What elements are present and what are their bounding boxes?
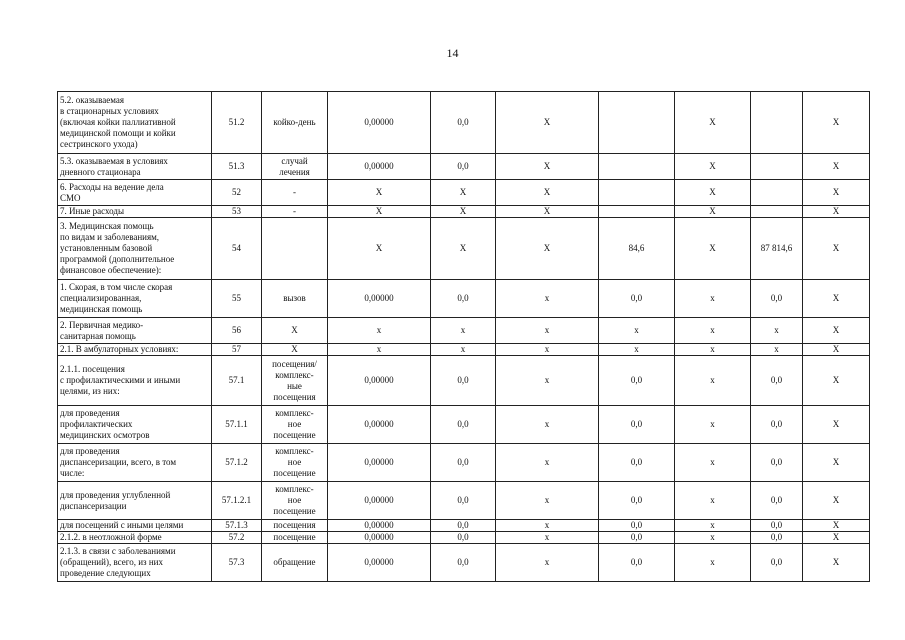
cell-col4: 0,00000 [328,154,431,180]
cell-col7: 84,6 [599,218,675,280]
cell-col8: X [675,180,751,206]
cell-col7: 0,0 [599,356,675,406]
row-name: 2. Первичная медико- санитарная помощь [58,318,212,344]
cell-col4: 0,00000 [328,482,431,520]
cell-col9: 0,0 [751,356,803,406]
row-name: 2.1.1. посещения с профилактическими и иными целями, из них: [58,356,212,406]
cell-col5: 0,0 [431,280,496,318]
cell-col9: 0,0 [751,406,803,444]
cell-col6: x [496,520,599,532]
cell-col5: X [431,180,496,206]
cell-col4: 0,00000 [328,520,431,532]
cell-col8: x [675,356,751,406]
cell-col4: X [328,206,431,218]
table-row [58,544,870,582]
cell-col5: 0,0 [431,544,496,582]
cell-col6: X [496,206,599,218]
table-row [58,356,870,406]
cell-col9: x [751,318,803,344]
cell-col6: x [496,482,599,520]
cell-col6: x [496,344,599,356]
cell-col9: 0,0 [751,482,803,520]
cell-col7: x [599,344,675,356]
cell-col5: 0,0 [431,532,496,544]
cell-col5: 0,0 [431,482,496,520]
row-unit: - [262,180,328,206]
cell-col10: X [803,356,870,406]
row-unit: комплекс- ное посещение [262,406,328,444]
cell-col8: x [675,444,751,482]
cell-col8: x [675,544,751,582]
cell-col10: X [803,318,870,344]
cell-col9: 0,0 [751,544,803,582]
cell-col8: x [675,280,751,318]
cell-col7: 0,0 [599,444,675,482]
row-name: для проведения диспансеризации, всего, в том числе: [58,444,212,482]
cell-col10: X [803,544,870,582]
row-name: 2.1. В амбулаторных условиях: [58,344,212,356]
cell-col10: X [803,344,870,356]
cell-col6: x [496,356,599,406]
cell-col4: 0,00000 [328,280,431,318]
cell-col6: X [496,154,599,180]
cell-col4: X [328,218,431,280]
cell-col10: X [803,180,870,206]
cell-col7: 0,0 [599,532,675,544]
table-row [58,218,870,280]
row-code: 52 [212,180,262,206]
cell-col8: X [675,218,751,280]
row-code: 57.1.2.1 [212,482,262,520]
cell-col4: 0,00000 [328,356,431,406]
cell-col9: 0,0 [751,444,803,482]
table-row [58,280,870,318]
cell-col7 [599,206,675,218]
cell-col10: X [803,444,870,482]
cell-col6: X [496,218,599,280]
cell-col9 [751,154,803,180]
row-unit: койко-день [262,92,328,154]
cell-col9: x [751,344,803,356]
cell-col9: 0,0 [751,520,803,532]
row-code: 57.2 [212,532,262,544]
cell-col5: 0,0 [431,406,496,444]
table-row [58,520,870,532]
cell-col6: x [496,406,599,444]
row-unit: - [262,206,328,218]
cell-col9 [751,92,803,154]
cell-col7: 0,0 [599,280,675,318]
cell-col5: 0,0 [431,444,496,482]
cell-col7: 0,0 [599,520,675,532]
cell-col7 [599,154,675,180]
cell-col7: x [599,318,675,344]
cell-col10: X [803,154,870,180]
table-row [58,206,870,218]
row-name: 2.1.3. в связи с заболеваниями (обращений), всего, из них проведение следующих [58,544,212,582]
data-table [57,91,870,582]
cell-col5: 0,0 [431,520,496,532]
cell-col8: x [675,482,751,520]
row-unit: X [262,344,328,356]
cell-col4: X [328,180,431,206]
cell-col8: x [675,406,751,444]
cell-col8: X [675,206,751,218]
table-row [58,406,870,444]
row-code: 54 [212,218,262,280]
row-unit: комплекс- ное посещение [262,444,328,482]
cell-col7: 0,0 [599,482,675,520]
table-row [58,318,870,344]
row-code: 51.3 [212,154,262,180]
row-unit: X [262,318,328,344]
row-name: 5.2. оказываемая в стационарных условиях (включая койки паллиативной медицинской помощи и койки сестринского ухода) [58,92,212,154]
cell-col10: X [803,218,870,280]
cell-col10: X [803,482,870,520]
row-code: 57.1.2 [212,444,262,482]
row-code: 51.2 [212,92,262,154]
cell-col9: 0,0 [751,280,803,318]
row-name: для проведения профилактических медицинских осмотров [58,406,212,444]
cell-col7: 0,0 [599,406,675,444]
cell-col5: 0,0 [431,356,496,406]
cell-col7 [599,92,675,154]
page-number: 14 [446,46,459,60]
table-row [58,180,870,206]
cell-col10: X [803,532,870,544]
cell-col5: 0,0 [431,92,496,154]
row-code: 53 [212,206,262,218]
cell-col5: 0,0 [431,154,496,180]
row-code: 56 [212,318,262,344]
cell-col6: x [496,544,599,582]
row-unit [262,218,328,280]
row-code: 57.3 [212,544,262,582]
row-unit: случай лечения [262,154,328,180]
cell-col6: X [496,180,599,206]
row-name: 2.1.2. в неотложной форме [58,532,212,544]
row-name: 5.3. оказываемая в условиях дневного стационара [58,154,212,180]
cell-col4: x [328,344,431,356]
cell-col5: x [431,318,496,344]
row-code: 57.1.3 [212,520,262,532]
cell-col9: 0,0 [751,532,803,544]
row-unit: посещения/ комплекс- ные посещения [262,356,328,406]
cell-col6: x [496,444,599,482]
cell-col4: 0,00000 [328,532,431,544]
cell-col4: 0,00000 [328,406,431,444]
cell-col10: X [803,406,870,444]
row-name: 3. Медицинская помощь по видам и заболеваниям, установленным базовой программой (дополнительное финансовое обеспечение): [58,218,212,280]
cell-col4: 0,00000 [328,544,431,582]
row-name: 1. Скорая, в том числе скорая специализированная, медицинская помощь [58,280,212,318]
row-code: 57.1 [212,356,262,406]
cell-col10: X [803,520,870,532]
cell-col10: X [803,280,870,318]
cell-col4: x [328,318,431,344]
row-code: 57 [212,344,262,356]
row-name: 6. Расходы на ведение дела СМО [58,180,212,206]
cell-col6: x [496,318,599,344]
cell-col5: X [431,218,496,280]
row-unit: комплекс- ное посещение [262,482,328,520]
row-code: 55 [212,280,262,318]
cell-col8: x [675,344,751,356]
cell-col9: 87 814,6 [751,218,803,280]
table-body [58,92,870,582]
row-name: для посещений с иными целями [58,520,212,532]
row-code: 57.1.1 [212,406,262,444]
cell-col8: x [675,318,751,344]
table-row [58,482,870,520]
cell-col9 [751,180,803,206]
cell-col6: x [496,280,599,318]
cell-col4: 0,00000 [328,92,431,154]
table-row [58,444,870,482]
row-unit: обращение [262,544,328,582]
table-row [58,344,870,356]
row-name: 7. Иные расходы [58,206,212,218]
cell-col4: 0,00000 [328,444,431,482]
cell-col5: x [431,344,496,356]
cell-col10: X [803,92,870,154]
cell-col7: 0,0 [599,544,675,582]
cell-col6: x [496,532,599,544]
table-row [58,532,870,544]
cell-col8: X [675,154,751,180]
row-unit: посещения [262,520,328,532]
cell-col6: X [496,92,599,154]
row-unit: посещение [262,532,328,544]
cell-col8: X [675,92,751,154]
table-row [58,92,870,154]
cell-col5: X [431,206,496,218]
cell-col8: x [675,532,751,544]
cell-col8: x [675,520,751,532]
row-unit: вызов [262,280,328,318]
cell-col10: X [803,206,870,218]
cell-col7 [599,180,675,206]
table-row [58,154,870,180]
row-name: для проведения углубленной диспансеризации [58,482,212,520]
cell-col9 [751,206,803,218]
